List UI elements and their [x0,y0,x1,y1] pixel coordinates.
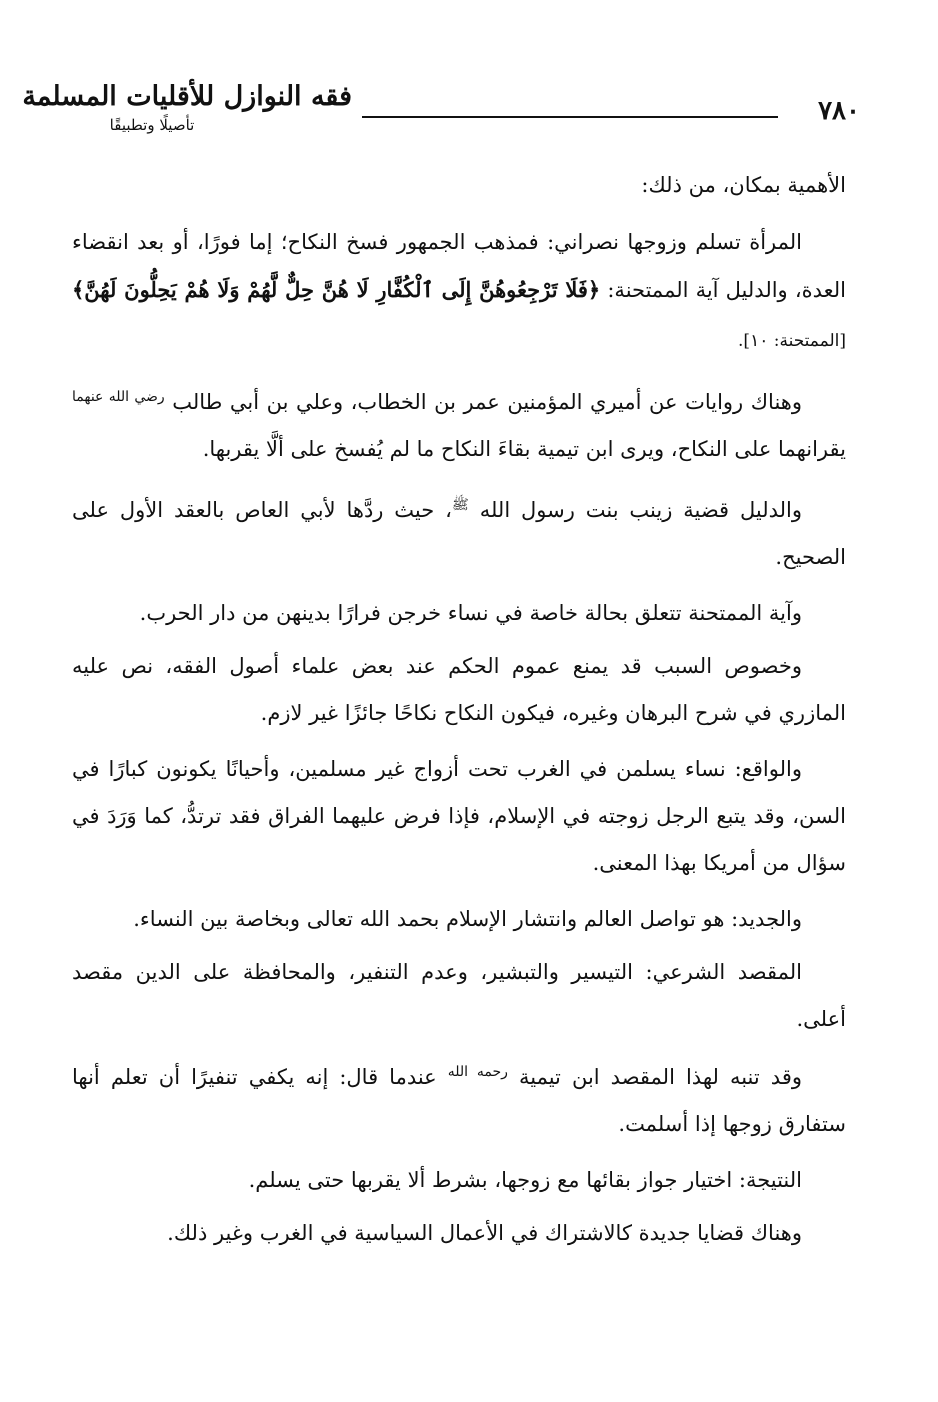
book-subtitle: تأصيلًا وتطبيقًا [109,116,195,134]
header-rule [362,116,778,118]
paragraph-text: ، حيث ردَّها لأبي العاص بالعقد الأول على الصحيح. [72,498,846,569]
book-title-block [22,78,352,134]
paragraph-new-issues: وهناك قضايا جديدة كالاشتراك في الأعمال السياسية في الغرب وغير ذلك. [167,1221,802,1245]
paragraph-text: يقرانهما على النكاح، ويرى ابن تيمية بقاءَ النكاح ما لم يُفسخ على ألَّا يقربها. [202,437,846,461]
honorific-glyph: رضي الله عنهما [72,389,165,405]
paragraph-text: عندما قال: إنه يكفي تنفيرًا أن تعلم أنها ستفارق زوجها إذا أسلمت. [72,1065,846,1136]
paragraph-ibn-taymiyya [72,1049,846,1148]
honorific-glyph: رحمه الله [447,1064,508,1080]
quran-verse: ﴿فَلَا تَرْجِعُوهُنَّ إِلَى ٱلْكُفَّارِ لَا هُنَّ حِلٌّ لَّهُمْ وَلَا هُمْ يَحِلُّونَ لَهُنَّ﴾ [72,277,601,302]
page-body [72,162,846,1266]
paragraph-mumtahana: وآية الممتحنة تتعلق بحالة خاصة في نساء خرجن فرارًا بدينهن من دار الحرب. [139,601,802,625]
paragraph-text: وهناك روايات عن أميري المؤمنين عمر بن الخطاب، وعلي بن أبي طالب [164,390,803,414]
paragraph-zaynab [72,482,846,581]
paragraph-narrations [72,374,846,473]
verse-reference: [الممتحنة: ١٠]. [738,331,846,351]
paragraph-text: المرأة تسلم وزوجها نصراني: فمذهب الجمهور فسخ النكاح؛ إما فورًا، أو بعد انقضاء العدة، والدليل آية الممتحنة: [72,230,847,302]
paragraph-intro: الأهمية بمكان، من ذلك: [641,173,846,197]
paragraph-sharia-purpose: المقصد الشرعي: التيسير والتبشير، وعدم التنفير، والمحافظة على الدين مقصد أعلى. [72,960,846,1031]
paragraph-result: النتيجة: اختيار جواز بقائها مع زوجها، بشرط ألا يقربها حتى يسلم. [248,1168,802,1192]
paragraph-christian-husband [72,219,846,365]
paragraph-text: وقد تنبه لهذا المقصد ابن تيمية [507,1065,803,1089]
book-title: فقه النوازل للأقليات المسلمة [22,81,352,112]
page-number: ٧٨٠ [818,96,860,126]
honorific-glyph: ﷺ [451,497,469,513]
page-header [22,78,860,148]
paragraph-new: والجديد: هو تواصل العالم وانتشار الإسلام بحمد الله تعالى وبخاصة بين النساء. [133,907,802,931]
paragraph-specific-cause: وخصوص السبب قد يمنع عموم الحكم عند بعض علماء أصول الفقه، نص عليه المازري في شرح البرهان وغيره، فيكون النكاح نكاحًا جائزًا غير لازم. [72,654,846,725]
paragraph-reality: والواقع: نساء يسلمن في الغرب تحت أزواج غير مسلمين، وأحيانًا يكونون كبارًا في السن، وقد يتبع الرجل زوجته في الإسلام، فإذا فرض عليهما الفراق فقد ترتدُّ، كما وَرَدَ في سؤال من أمريكا بهذا المعنى. [72,757,846,875]
paragraph-text: والدليل قضية زينب بنت رسول الله [468,498,802,522]
